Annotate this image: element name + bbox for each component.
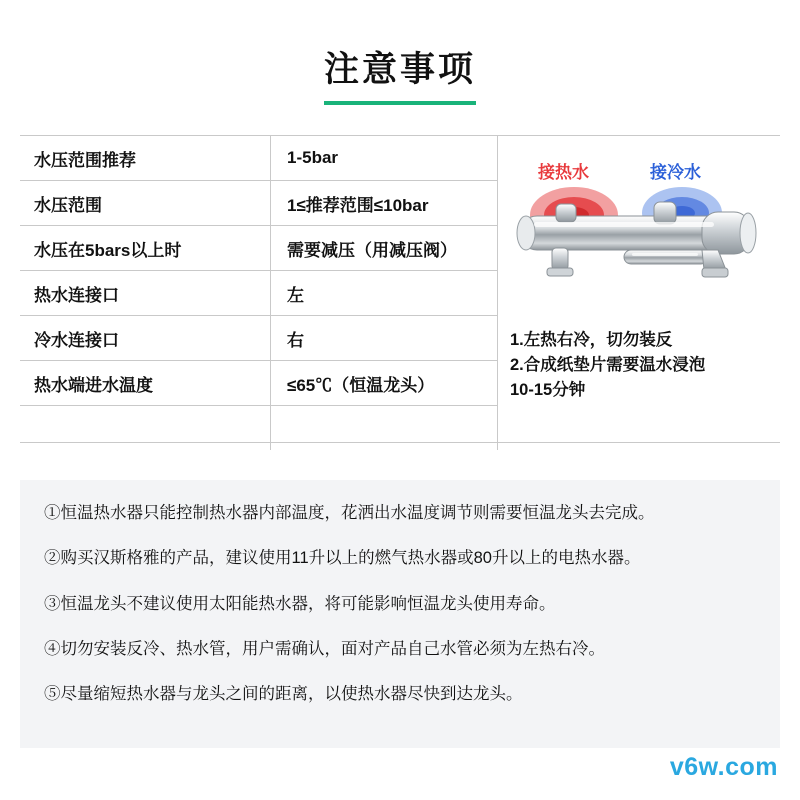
spec-label: 水压范围推荐 bbox=[20, 136, 271, 181]
spec-label: 水压范围 bbox=[20, 181, 271, 226]
spec-value: 需要减压（用减压阀） bbox=[271, 226, 498, 271]
illustration-note-1: 1.左热右冷，切勿装反 bbox=[510, 331, 673, 349]
bottom-note-5: ⑤尽量缩短热水器与龙头之间的距离，以使热水器尽快到达龙头。 bbox=[44, 685, 523, 704]
illustration-note-3: 10-15分钟 bbox=[510, 380, 586, 399]
spec-label: 冷水连接口 bbox=[20, 316, 271, 361]
table-row bbox=[20, 181, 498, 226]
illustration-note-2: 2.合成纸垫片需要温水浸泡 bbox=[510, 355, 706, 374]
spec-label: 热水连接口 bbox=[20, 271, 271, 316]
site-watermark: v6w.com bbox=[669, 753, 778, 781]
spec-value-empty bbox=[271, 406, 498, 451]
spec-value: ≤65℃（恒温龙头） bbox=[271, 361, 498, 406]
table-row-spacer bbox=[20, 406, 498, 451]
bottom-notes-panel bbox=[20, 480, 780, 748]
spec-value: 1-5bar bbox=[271, 136, 498, 181]
illustration-notes bbox=[510, 328, 776, 402]
spec-label-empty bbox=[20, 406, 271, 451]
bottom-note-4: ④切勿安装反冷、热水管，用户需确认，面对产品自己水管必须为左热右冷。 bbox=[44, 639, 605, 658]
main-content bbox=[20, 135, 780, 443]
hot-water-label: 接热水 bbox=[538, 163, 589, 182]
page-title: 注意事项 bbox=[324, 42, 476, 105]
spec-value: 左 bbox=[271, 271, 498, 316]
bottom-note-3: ③恒温龙头不建议使用太阳能热水器，将可能影响恒温龙头使用寿命。 bbox=[44, 594, 556, 613]
spec-label: 水压在5bars以上时 bbox=[20, 226, 271, 271]
spec-table bbox=[20, 136, 498, 450]
table-row bbox=[20, 271, 498, 316]
table-row bbox=[20, 316, 498, 361]
spec-value: 右 bbox=[271, 316, 498, 361]
page-title-area bbox=[0, 0, 800, 105]
spec-value: 1≤推荐范围≤10bar bbox=[271, 181, 498, 226]
bottom-note-1: ①恒温热水器只能控制热水器内部温度，花洒出水温度调节则需要恒温龙头去完成。 bbox=[44, 504, 655, 522]
table-row bbox=[20, 361, 498, 406]
spec-label: 热水端进水温度 bbox=[20, 361, 271, 406]
faucet-illustration bbox=[498, 136, 780, 442]
cold-water-label: 接冷水 bbox=[650, 163, 701, 182]
table-row bbox=[20, 226, 498, 271]
table-row bbox=[20, 136, 498, 181]
bottom-note-2: ②购买汉斯格雅的产品，建议使用11升以上的燃气热水器或80升以上的电热水器。 bbox=[44, 549, 641, 568]
thermostatic-faucet-graphic bbox=[504, 198, 774, 318]
